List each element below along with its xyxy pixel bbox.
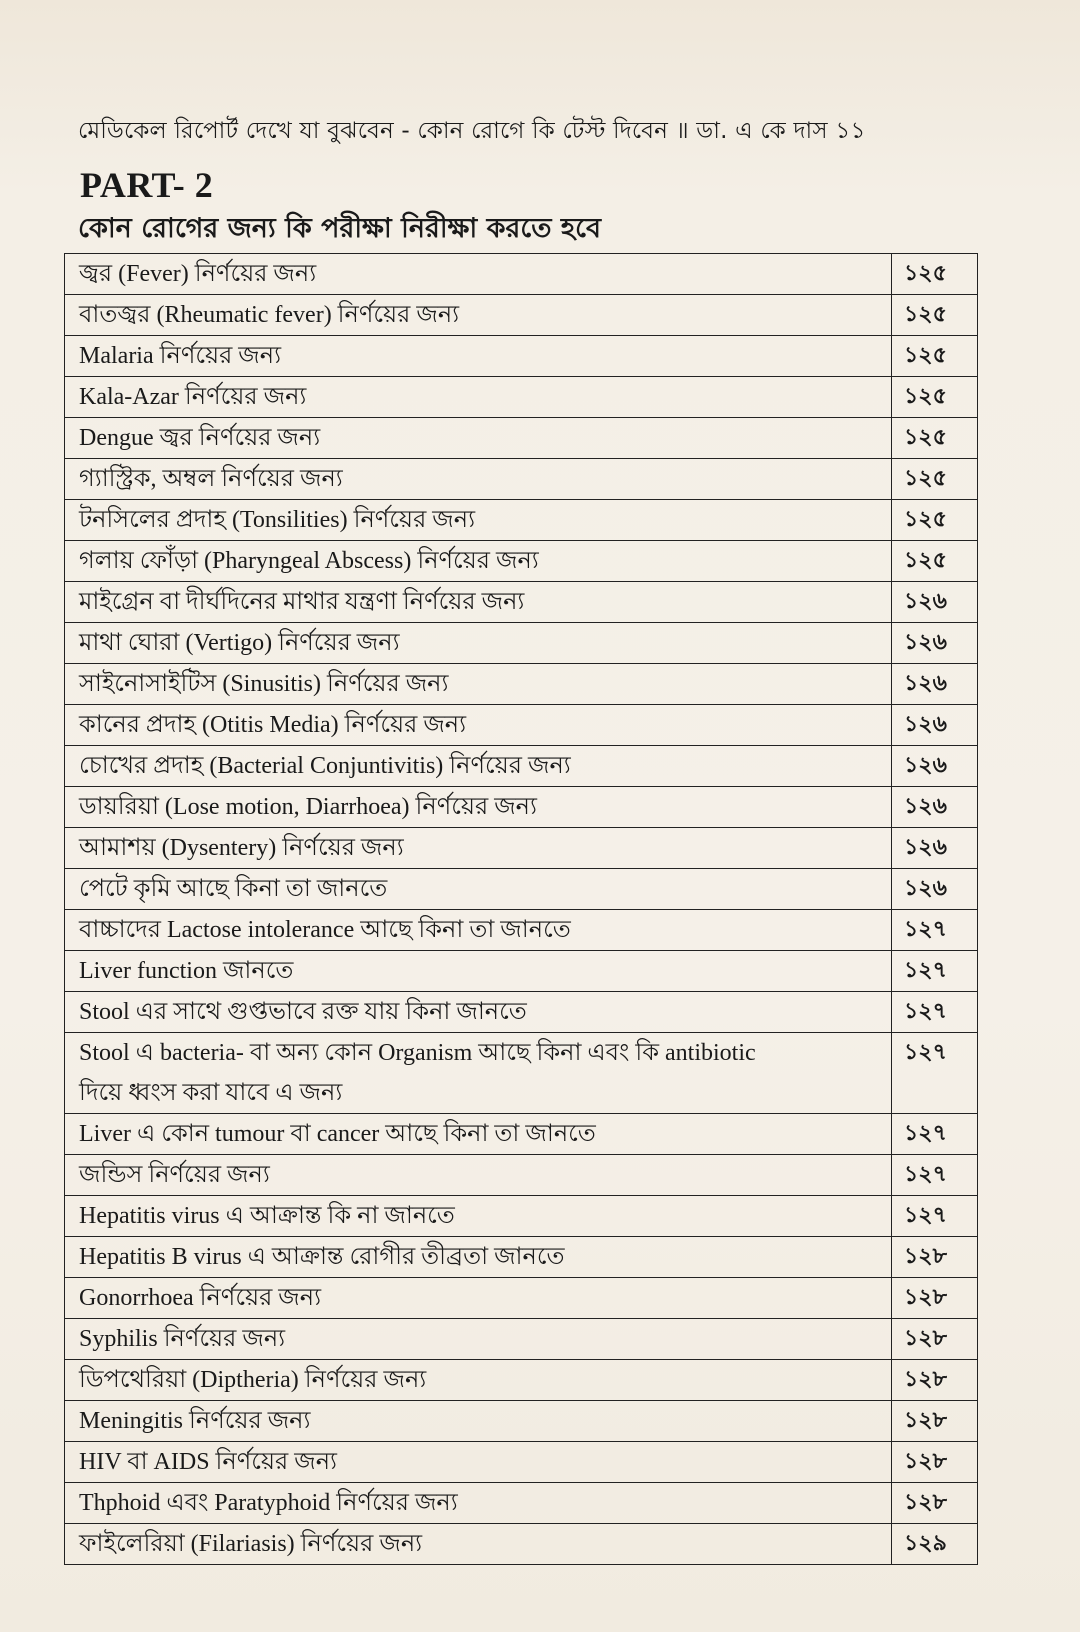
contents-row-page-number: ১২৮: [892, 1401, 978, 1442]
contents-row-label: গ্যাস্ট্রিক, অম্বল নির্ণয়ের জন্য: [65, 459, 892, 500]
contents-row: [65, 295, 978, 336]
contents-row: [65, 951, 978, 992]
contents-row-label: Syphilis নির্ণয়ের জন্য: [65, 1319, 892, 1360]
contents-row-page-number: ১২৭: [892, 992, 978, 1033]
part-title: PART- 2: [80, 165, 214, 205]
contents-row-label: বাচ্চাদের Lactose intolerance আছে কিনা তা জানতে: [65, 910, 892, 951]
contents-row-label: চোখের প্রদাহ (Bacterial Conjuntivitis) নির্ণয়ের জন্য: [65, 746, 892, 787]
contents-row-page-number: ১২৭: [892, 1196, 978, 1237]
contents-row-page-number: ১২৭: [892, 910, 978, 951]
contents-row-label: Dengue জ্বর নির্ণয়ের জন্য: [65, 418, 892, 459]
contents-row-page-number: ১২৬: [892, 664, 978, 705]
contents-row: [65, 582, 978, 623]
contents-row-page-number: ১২৫: [892, 418, 978, 459]
contents-table-body: [65, 254, 978, 1565]
contents-row-page-number: ১২৬: [892, 869, 978, 910]
contents-row-label: ডায়রিয়া (Lose motion, Diarrhoea) নির্ণয়ের জন্য: [65, 787, 892, 828]
contents-row-page-number: ১২৬: [892, 705, 978, 746]
contents-row-page-number: ১২৯: [892, 1524, 978, 1565]
contents-row-label: মাইগ্রেন বা দীর্ঘদিনের মাথার যন্ত্রণা নির্ণয়ের জন্য: [65, 582, 892, 623]
contents-row-label: ফাইলেরিয়া (Filariasis) নির্ণয়ের জন্য: [65, 1524, 892, 1565]
contents-row: [65, 1237, 978, 1278]
contents-row-page-number: ১২৭: [892, 1114, 978, 1155]
contents-row-page-number: ১২৬: [892, 746, 978, 787]
contents-row: [65, 541, 978, 582]
contents-row-page-number: ১২৫: [892, 459, 978, 500]
contents-row: [65, 1360, 978, 1401]
contents-row-label: Liver function জানতে: [65, 951, 892, 992]
contents-row-page-number: ১২৫: [892, 377, 978, 418]
contents-row: [65, 1033, 978, 1114]
contents-row: [65, 910, 978, 951]
contents-row-label: জ্বর (Fever) নির্ণয়ের জন্য: [65, 254, 892, 295]
contents-row-label: বাতজ্বর (Rheumatic fever) নির্ণয়ের জন্য: [65, 295, 892, 336]
contents-row: [65, 664, 978, 705]
contents-row-label: Malaria নির্ণয়ের জন্য: [65, 336, 892, 377]
contents-row: [65, 500, 978, 541]
contents-row: [65, 746, 978, 787]
contents-row: [65, 1319, 978, 1360]
contents-row: [65, 869, 978, 910]
contents-row: [65, 336, 978, 377]
contents-row-page-number: ১২৭: [892, 1033, 978, 1114]
contents-row: [65, 828, 978, 869]
contents-row: [65, 1401, 978, 1442]
contents-row-page-number: ১২৭: [892, 951, 978, 992]
contents-row-page-number: ১২৬: [892, 828, 978, 869]
contents-table: [64, 253, 978, 1565]
contents-row: [65, 1155, 978, 1196]
contents-row: [65, 459, 978, 500]
contents-row-page-number: ১২৫: [892, 336, 978, 377]
contents-row-label: কানের প্রদাহ (Otitis Media) নির্ণয়ের জন্য: [65, 705, 892, 746]
contents-row-label: Hepatitis B virus এ আক্রান্ত রোগীর তীব্রতা জানতে: [65, 1237, 892, 1278]
contents-row-label: Hepatitis virus এ আক্রান্ত কি না জানতে: [65, 1196, 892, 1237]
contents-row: [65, 1442, 978, 1483]
contents-row-page-number: ১২৭: [892, 1155, 978, 1196]
contents-row-label: গলায় ফোঁড়া (Pharyngeal Abscess) নির্ণয়ের জন্য: [65, 541, 892, 582]
contents-row-page-number: ১২৫: [892, 541, 978, 582]
running-header: মেডিকেল রিপোর্ট দেখে যা বুঝবেন - কোন রোগে কি টেস্ট দিবেন ॥ ডা. এ কে দাস ১১: [78, 118, 866, 144]
contents-row-label: জন্ডিস নির্ণয়ের জন্য: [65, 1155, 892, 1196]
contents-row-label: পেটে কৃমি আছে কিনা তা জানতে: [65, 869, 892, 910]
contents-row: [65, 705, 978, 746]
contents-row-label: HIV বা AIDS নির্ণয়ের জন্য: [65, 1442, 892, 1483]
contents-row-label: মাথা ঘোরা (Vertigo) নির্ণয়ের জন্য: [65, 623, 892, 664]
contents-row-page-number: ১২৫: [892, 254, 978, 295]
section-title: কোন রোগের জন্য কি পরীক্ষা নিরীক্ষা করতে হবে: [78, 213, 601, 244]
contents-row-label: Gonorrhoea নির্ণয়ের জন্য: [65, 1278, 892, 1319]
contents-row-page-number: ১২৮: [892, 1319, 978, 1360]
contents-row-page-number: ১২৮: [892, 1278, 978, 1319]
contents-row: [65, 1114, 978, 1155]
contents-row-label: Meningitis নির্ণয়ের জন্য: [65, 1401, 892, 1442]
contents-row-page-number: ১২৮: [892, 1442, 978, 1483]
contents-row: [65, 1524, 978, 1565]
contents-row: [65, 1278, 978, 1319]
contents-row: [65, 418, 978, 459]
contents-row: [65, 992, 978, 1033]
contents-row-page-number: ১২৬: [892, 787, 978, 828]
contents-row: [65, 377, 978, 418]
contents-row-page-number: ১২৮: [892, 1360, 978, 1401]
contents-row-page-number: ১২৮: [892, 1237, 978, 1278]
contents-row-page-number: ১২৮: [892, 1483, 978, 1524]
contents-row: [65, 1196, 978, 1237]
contents-row-label: Stool এ bacteria- বা অন্য কোন Organism আছে কিনা এবং কি antibiotic দিয়ে ধ্বংস করা যাবে এ জন্য: [65, 1033, 892, 1114]
contents-row: [65, 254, 978, 295]
contents-row-label: টনসিলের প্রদাহ (Tonsilities) নির্ণয়ের জন্য: [65, 500, 892, 541]
contents-row-label: সাইনোসাইটিস (Sinusitis) নির্ণয়ের জন্য: [65, 664, 892, 705]
contents-row-label: আমাশয় (Dysentery) নির্ণয়ের জন্য: [65, 828, 892, 869]
contents-row-label: Stool এর সাথে গুপ্তভাবে রক্ত যায় কিনা জানতে: [65, 992, 892, 1033]
contents-row: [65, 623, 978, 664]
contents-row-label: Kala-Azar নির্ণয়ের জন্য: [65, 377, 892, 418]
contents-row-page-number: ১২৬: [892, 623, 978, 664]
contents-row-page-number: ১২৬: [892, 582, 978, 623]
contents-row-label: ডিপথেরিয়া (Diptheria) নির্ণয়ের জন্য: [65, 1360, 892, 1401]
contents-row-page-number: ১২৫: [892, 295, 978, 336]
contents-row: [65, 787, 978, 828]
contents-row-label: Liver এ কোন tumour বা cancer আছে কিনা তা জানতে: [65, 1114, 892, 1155]
contents-row-page-number: ১২৫: [892, 500, 978, 541]
contents-row: [65, 1483, 978, 1524]
contents-row-label: Thphoid এবং Paratyphoid নির্ণয়ের জন্য: [65, 1483, 892, 1524]
